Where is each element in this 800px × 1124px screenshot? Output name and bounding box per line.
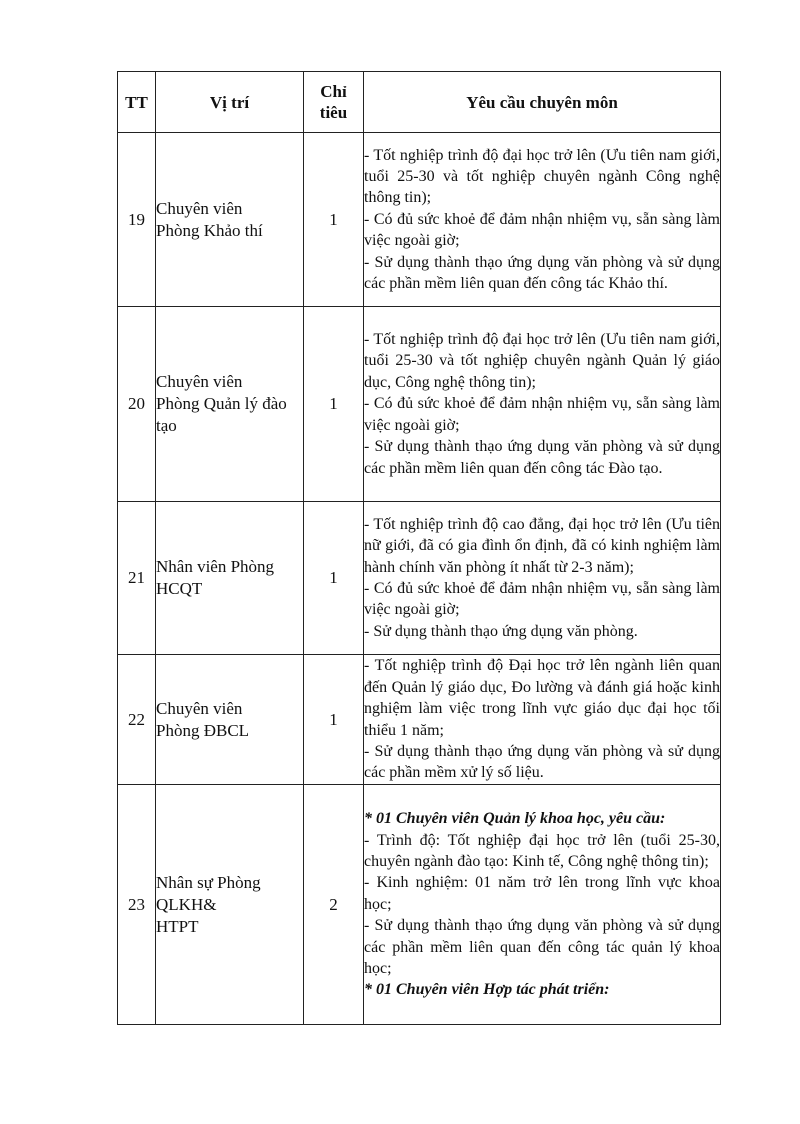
- table-row: [118, 655, 721, 785]
- table-row: [118, 502, 721, 655]
- requirement-item: - Tốt nghiệp trình độ đại học trở lên (Ưu tiên nam giới, tuổi 25-30 và tốt nghiệp chuyên ngành Công nghệ thông tin);: [364, 146, 720, 207]
- row-requirements: [364, 307, 721, 502]
- table-row: [118, 133, 721, 307]
- header-requirements: Yêu cầu chuyên môn: [364, 72, 721, 133]
- position-line: Chuyên viên: [156, 198, 243, 218]
- requirement-item: - Sử dụng thành thạo ứng dụng văn phòng và sử dụng các phần mềm liên quan đến công tác Khảo thí.: [364, 253, 720, 293]
- row-position: [156, 502, 304, 655]
- requirement-item: - Trình độ: Tốt nghiệp đại học trở lên (tuổi 25-30, chuyên ngành đào tạo: Kinh tế, Công nghệ thông tin);: [364, 831, 720, 870]
- requirement-item: - Sử dụng thành thạo ứng dụng văn phòng và sử dụng các phần mềm liên quan đến công tác Đào tạo.: [364, 438, 720, 477]
- requirement-item: - Có đủ sức khoẻ để đảm nhận nhiệm vụ, sẵn sàng làm việc ngoài giờ;: [364, 395, 720, 434]
- row-position: [156, 133, 304, 307]
- requirement-item: - Có đủ sức khoẻ để đảm nhận nhiệm vụ, sẵn sàng làm việc ngoài giờ;: [364, 210, 720, 250]
- header-position: Vị trí: [156, 72, 304, 133]
- row-requirements: [364, 785, 721, 1025]
- row-quota: 2: [304, 785, 364, 1025]
- row-position: [156, 785, 304, 1025]
- section-heading: * 01 Chuyên viên Quản lý khoa học, yêu cầu:: [364, 810, 666, 828]
- requirement-item: - Tốt nghiệp trình độ đại học trở lên (Ưu tiên nam giới, tuổi 25-30 và tốt nghiệp chuyên ngành Quản lý giáo dục, Công nghệ thông tin);: [364, 331, 720, 391]
- recruitment-table: [117, 71, 721, 1025]
- header-quota-line1: Chỉ: [320, 82, 347, 101]
- table-row: [118, 307, 721, 502]
- position-line: Chuyên viên: [156, 698, 243, 718]
- requirement-item: - Tốt nghiệp trình độ Đại học trở lên ngành liên quan đến Quản lý giáo dục, Đo lường và đánh giá hoặc kinh nghiệm làm việc trong lĩnh vực giáo dục đại học tối thiểu 1 năm;: [364, 657, 720, 739]
- position-line: Nhân viên Phòng: [156, 557, 275, 576]
- position-line: Phòng Khảo thí: [156, 220, 263, 240]
- position-line: QLKH&: [156, 894, 217, 914]
- position-line: HCQT: [156, 579, 203, 598]
- row-quota: 1: [304, 502, 364, 655]
- row-quota: 1: [304, 133, 364, 307]
- requirement-item: - Kinh nghiệm: 01 năm trở lên trong lĩnh vực khoa học;: [364, 874, 720, 913]
- position-line: tạo: [156, 416, 177, 435]
- requirement-item: - Sử dụng thành thạo ứng dụng văn phòng.: [364, 622, 638, 640]
- row-tt: 21: [118, 502, 156, 655]
- row-tt: 23: [118, 785, 156, 1025]
- requirement-item: - Tốt nghiệp trình độ cao đẳng, đại học trở lên (Ưu tiên nữ giới, đã có gia đình ổn định, đã có kinh nghiệm làm hành chính văn phòng ít nhất từ 2-3 năm);: [364, 515, 720, 576]
- row-tt: 19: [118, 133, 156, 307]
- table-row: [118, 785, 721, 1025]
- table-header-row: [118, 72, 721, 133]
- requirement-item: - Sử dụng thành thạo ứng dụng văn phòng và sử dụng các phần mềm liên quan đến công tác quản lý khoa học;: [364, 917, 720, 978]
- requirement-item: - Sử dụng thành thạo ứng dụng văn phòng và sử dụng các phần mềm xử lý số liệu.: [364, 742, 720, 782]
- row-requirements: [364, 655, 721, 785]
- position-line: Chuyên viên: [156, 372, 243, 391]
- row-quota: 1: [304, 655, 364, 785]
- section-heading: * 01 Chuyên viên Hợp tác phát triển:: [364, 981, 610, 999]
- row-tt: 20: [118, 307, 156, 502]
- position-line: Nhân sự Phòng: [156, 872, 261, 892]
- row-requirements: [364, 502, 721, 655]
- position-line: HTPT: [156, 916, 199, 936]
- row-quota: 1: [304, 307, 364, 502]
- requirement-item: - Có đủ sức khoẻ để đảm nhận nhiệm vụ, sẵn sàng làm việc ngoài giờ;: [364, 580, 720, 619]
- position-line: Phòng ĐBCL: [156, 720, 250, 740]
- row-requirements: [364, 133, 721, 307]
- row-position: [156, 655, 304, 785]
- header-quota: [304, 72, 364, 133]
- position-line: Phòng Quản lý đào: [156, 394, 287, 413]
- row-position: [156, 307, 304, 502]
- row-tt: 22: [118, 655, 156, 785]
- header-quota-line2: tiêu: [319, 103, 348, 122]
- header-tt: TT: [118, 72, 156, 133]
